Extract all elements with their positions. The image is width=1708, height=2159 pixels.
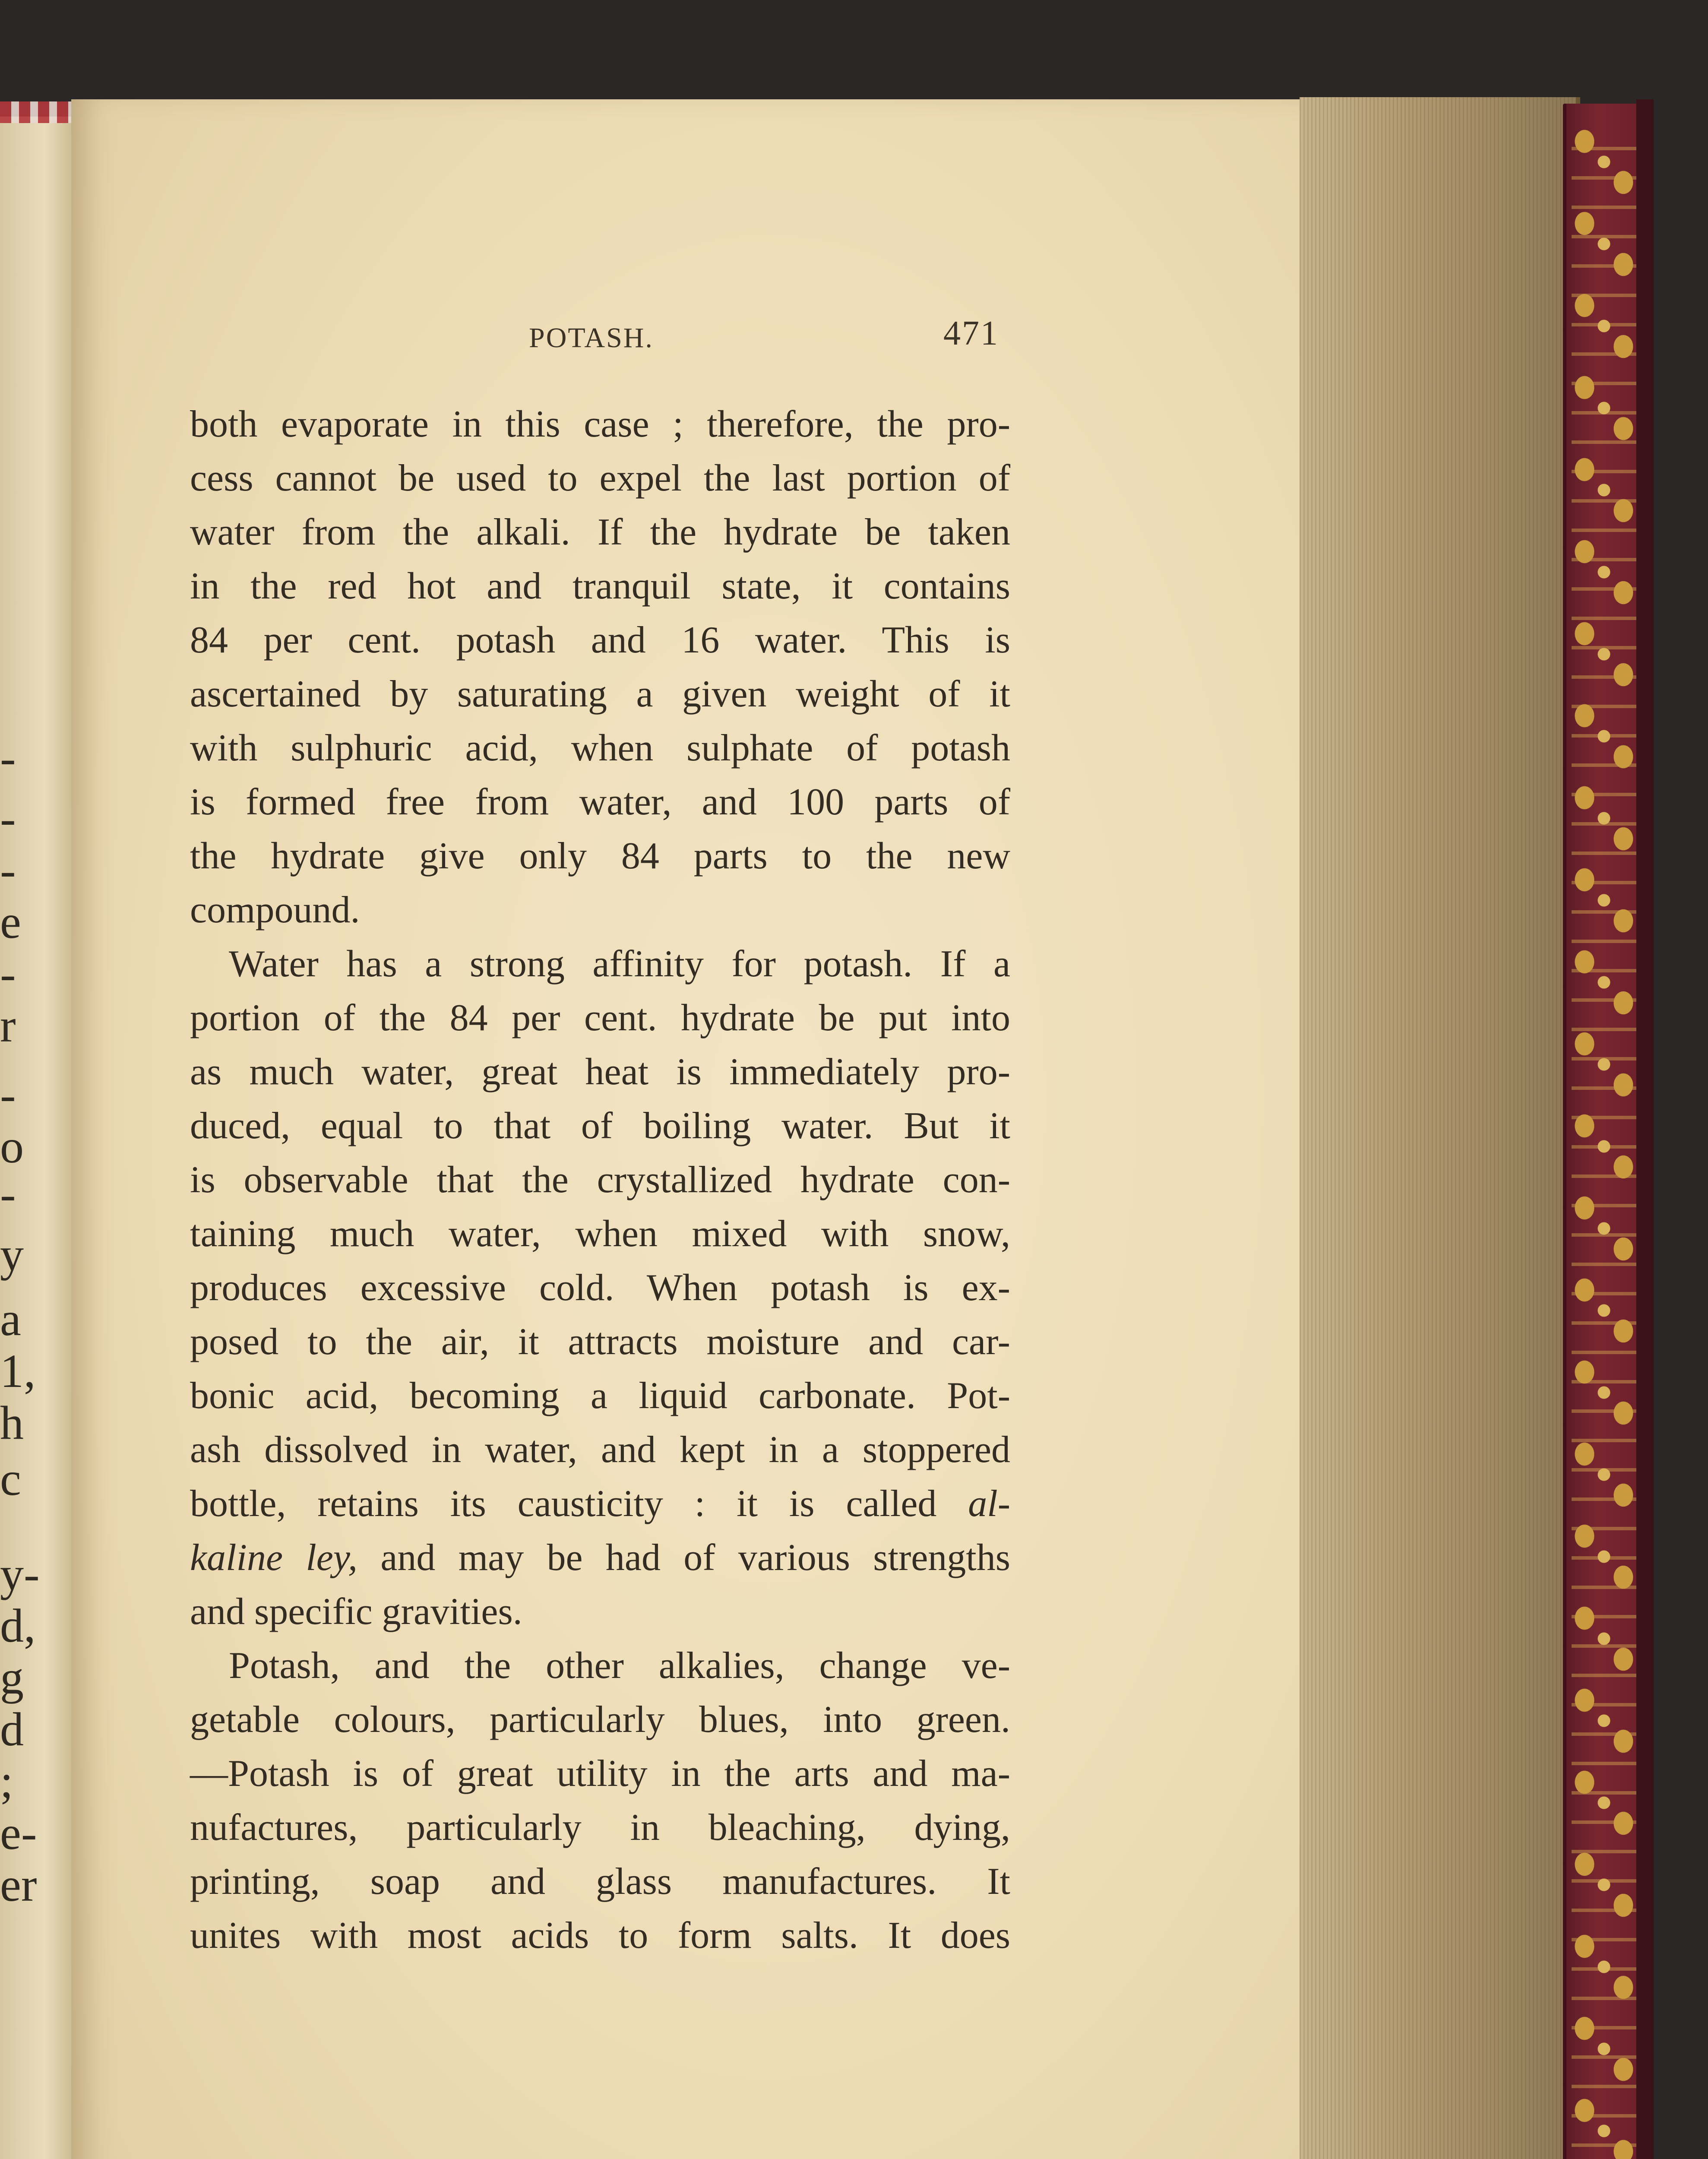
gilt-ornament <box>1572 121 1636 2159</box>
paragraph-1 <box>190 397 1010 937</box>
text-line: Water has a strong affinity for potash. If a <box>229 943 1010 985</box>
fore-edge <box>1300 97 1580 2159</box>
left-page-fragment: r <box>0 999 16 1052</box>
left-page-fragment: d, <box>0 1599 36 1652</box>
text-line: is observable that the crystallized hydrate con- <box>190 1159 1010 1201</box>
text-line: duced, equal to that of boiling water. But it <box>190 1105 1010 1147</box>
page-number: 471 <box>943 314 999 352</box>
text-line: portion of the 84 per cent. hydrate be put into <box>190 997 1010 1039</box>
left-page-fragment: - <box>0 844 16 896</box>
text-line: taining much water, when mixed with snow, <box>190 1213 1010 1255</box>
left-page-fragment: - <box>0 947 16 1000</box>
left-page-fragment: ; <box>0 1755 13 1808</box>
text-line: 84 per cent. potash and 16 water. This is <box>190 619 1010 661</box>
text-line: printing, soap and glass manufactures. It <box>190 1861 1010 1903</box>
text-line: bonic acid, becoming a liquid carbonate. Pot- <box>190 1375 1010 1417</box>
text-line: is formed free from water, and 100 parts of <box>190 781 1010 823</box>
text-line: Potash, and the other alkalies, change ve- <box>229 1645 1010 1687</box>
paragraph-2 <box>190 937 1010 1639</box>
text-line: and specific gravities. <box>190 1591 522 1633</box>
text-line: as much water, great heat is immediately pro- <box>190 1051 1010 1093</box>
left-page-fragment: h <box>0 1396 24 1449</box>
left-page-fragment: er <box>0 1858 37 1911</box>
body-text <box>190 397 1010 1963</box>
text-line-with-italic <box>190 1531 1010 1585</box>
left-page-fragment: g <box>0 1651 24 1704</box>
left-page-fragment: y- <box>0 1548 40 1600</box>
text-line-with-italic <box>190 1477 1010 1531</box>
text-line: water from the alkali. If the hydrate be taken <box>190 511 1010 553</box>
text-line: in the red hot and tranquil state, it contains <box>190 565 1010 607</box>
left-page-fragment: e <box>0 896 21 948</box>
left-page-fragment: - <box>0 1168 16 1220</box>
left-page-fragment: - <box>0 731 16 784</box>
text-run: bottle, retains its causticity : it is called <box>190 1483 937 1525</box>
left-page-fragment: o <box>0 1120 24 1173</box>
left-page-fragment: c <box>0 1453 21 1505</box>
text-line: unites with most acids to form salts. It does <box>190 1915 1010 1956</box>
text-line: compound. <box>190 889 360 931</box>
left-page-fragment: d <box>0 1703 24 1756</box>
cover-board-edge <box>1636 99 1654 2159</box>
italic-term: al- <box>968 1483 1011 1525</box>
left-page-fragment: 1, <box>0 1345 36 1397</box>
text-line: ascertained by saturating a given weight of it <box>190 673 1010 715</box>
text-line: getable colours, particularly blues, into green. <box>190 1699 1010 1741</box>
text-run: and may be had of various strengths <box>380 1537 1010 1579</box>
headband-top <box>0 101 78 123</box>
text-line: posed to the air, it attracts moisture and car- <box>190 1321 1010 1363</box>
paragraph-3 <box>190 1639 1010 1963</box>
text-line: —Potash is of great utility in the arts and ma- <box>190 1753 1010 1795</box>
text-line: produces excessive cold. When potash is ex- <box>190 1267 1010 1309</box>
text-line: with sulphuric acid, when sulphate of potash <box>190 727 1010 769</box>
running-head-title: POTASH. <box>529 322 654 354</box>
text-line: ash dissolved in water, and kept in a stoppered <box>190 1429 1010 1471</box>
italic-term: kaline ley, <box>190 1537 358 1579</box>
text-line: cess cannot be used to expel the last portion of <box>190 457 1010 499</box>
left-page-fragment: y <box>0 1228 24 1281</box>
text-line: both evaporate in this case ; therefore, the pro- <box>190 403 1010 445</box>
left-page-fragment: e- <box>0 1807 37 1859</box>
left-page-fragment: a <box>0 1293 21 1345</box>
left-page-fragment: - <box>0 1068 16 1121</box>
left-page-fragment: - <box>0 792 16 845</box>
text-line: nufactures, particularly in bleaching, dying, <box>190 1807 1010 1849</box>
text-line: the hydrate give only 84 parts to the new <box>190 835 1010 877</box>
